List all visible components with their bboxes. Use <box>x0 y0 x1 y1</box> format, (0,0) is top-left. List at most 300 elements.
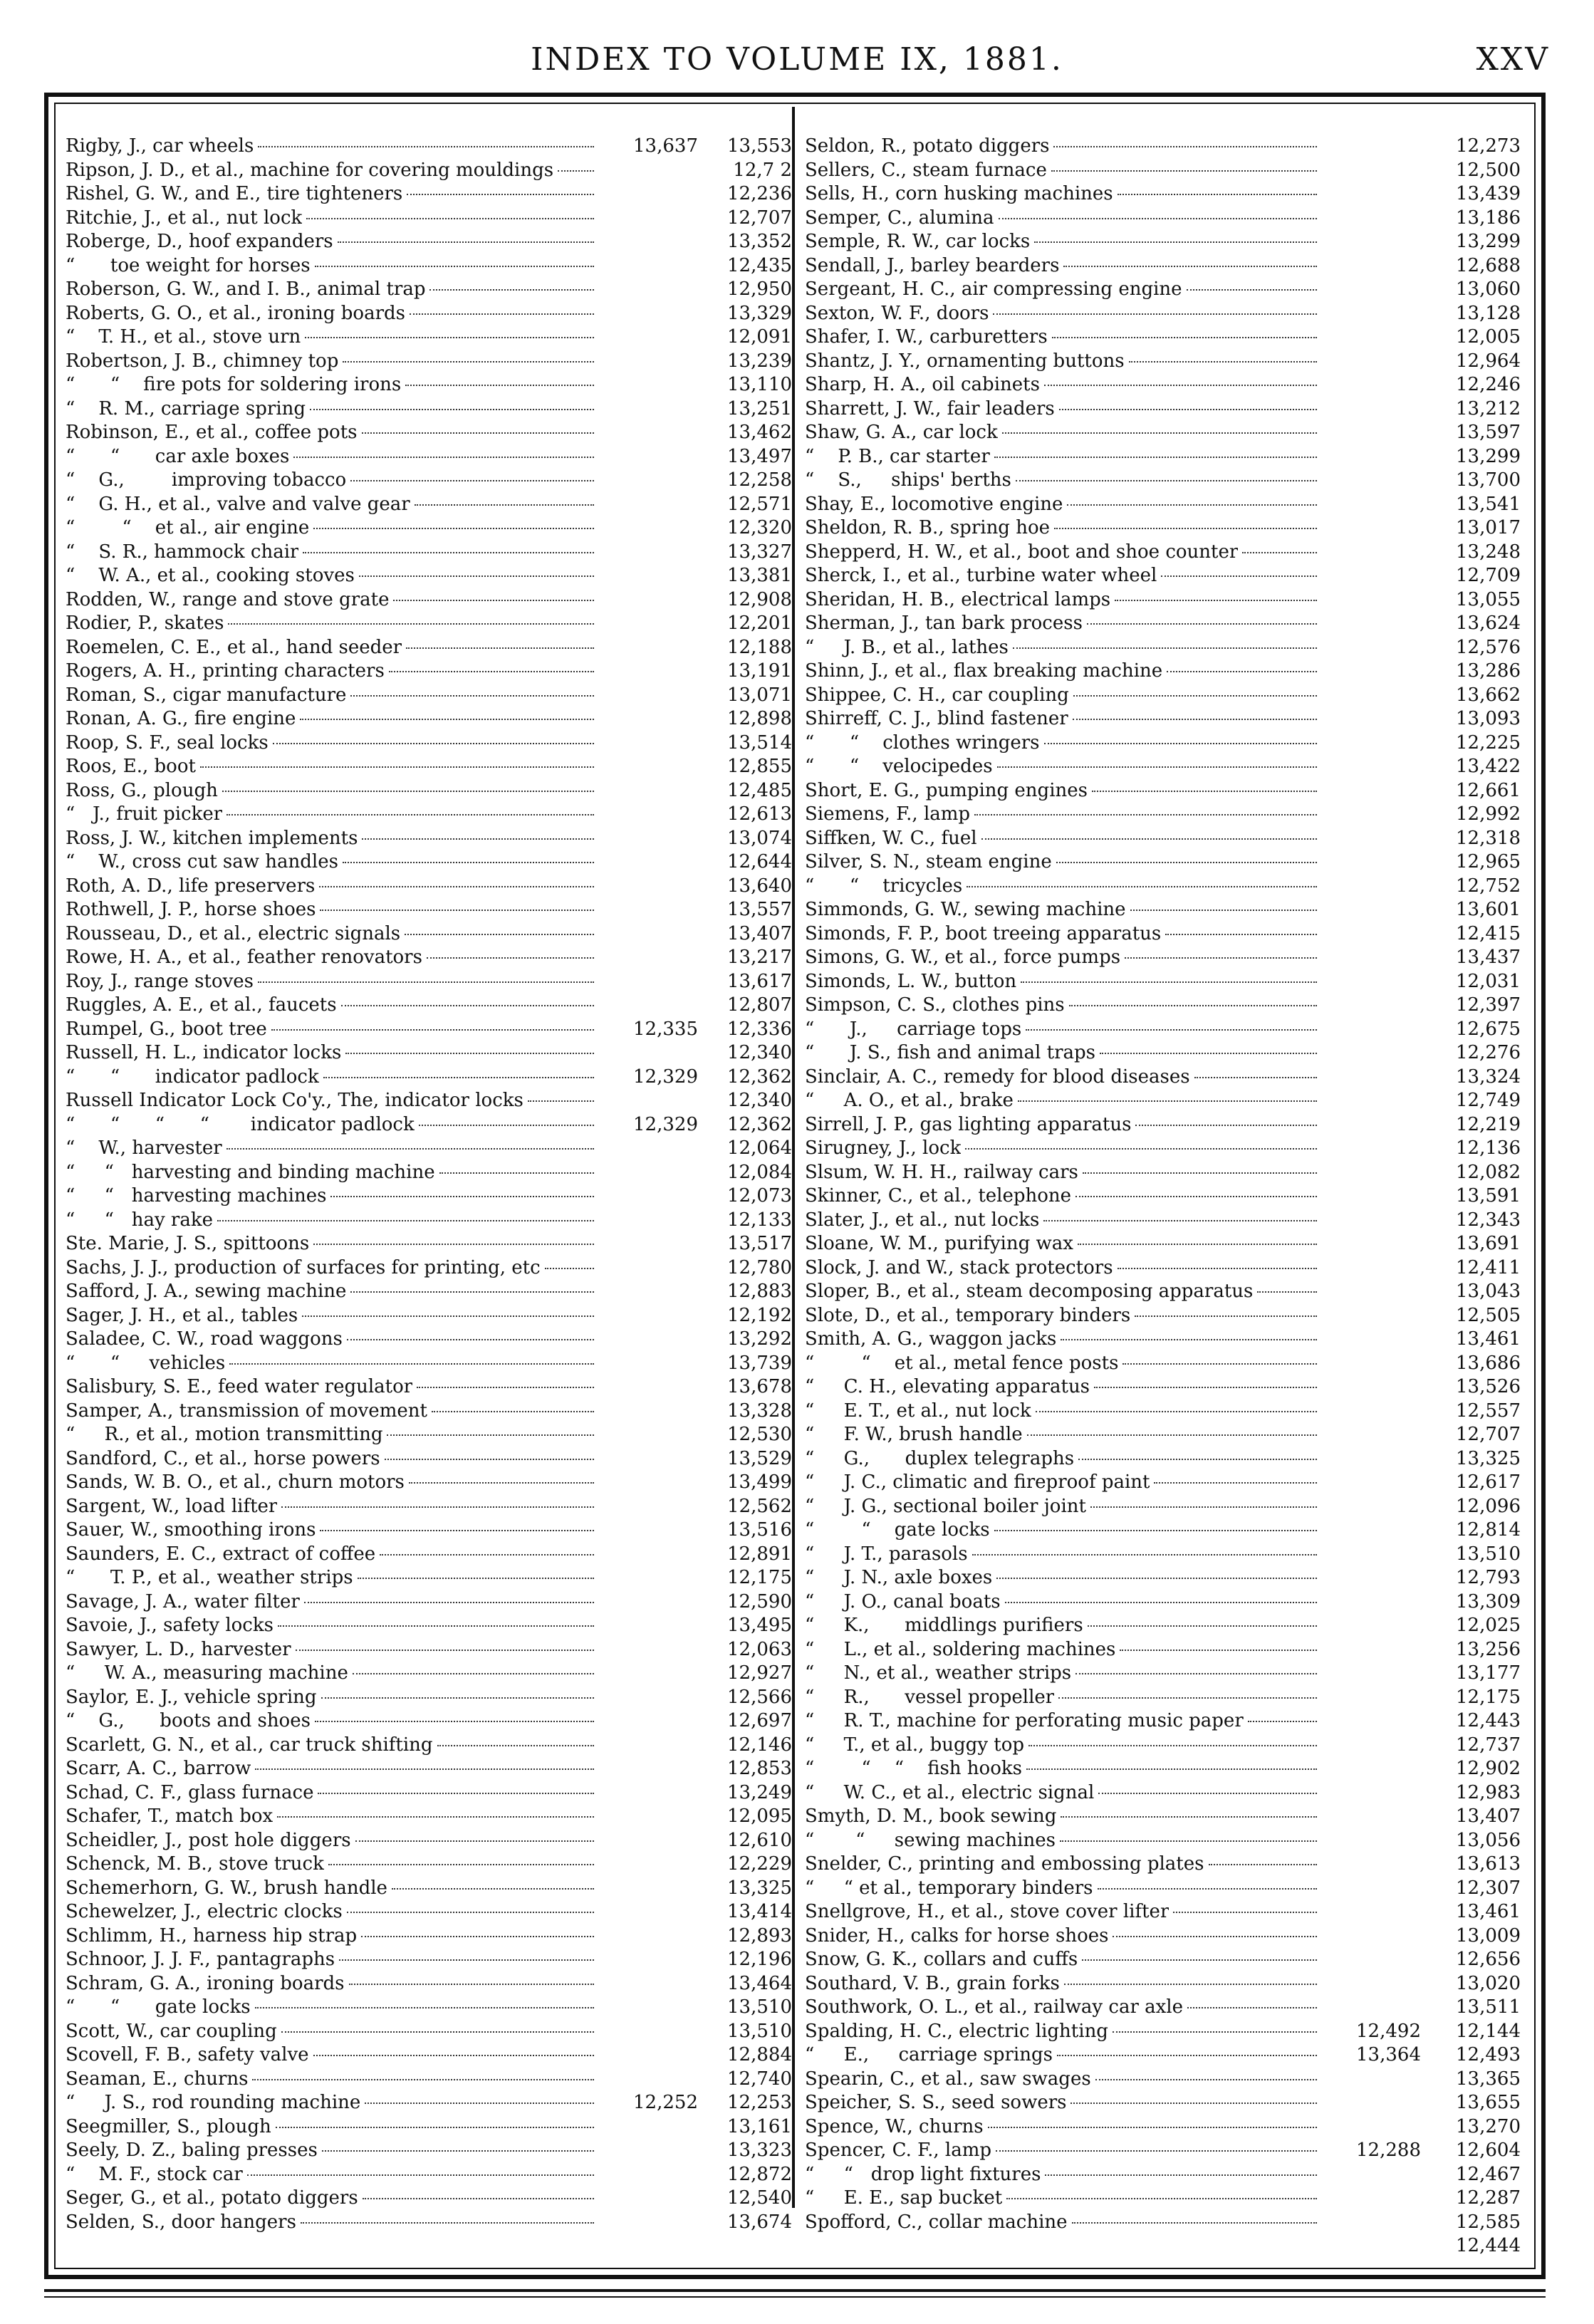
index-entry <box>66 1400 792 1424</box>
leader-dots <box>1118 194 1317 195</box>
entry-page-ref: 12,146 <box>727 1734 792 1756</box>
entry-page-ref: 13,461 <box>1456 1901 1521 1922</box>
leader-dots <box>1052 337 1317 338</box>
entry-page-ref: 12,411 <box>1456 1256 1521 1278</box>
leader-dots <box>255 1768 594 1770</box>
index-entry <box>805 2116 1521 2140</box>
index-entry <box>805 565 1521 589</box>
leader-dots <box>361 1936 594 1937</box>
leader-dots <box>258 146 594 147</box>
leader-dots <box>1118 1268 1317 1269</box>
leader-dots <box>313 1244 594 1245</box>
entry-page-ref: 12,175 <box>727 1567 792 1588</box>
entry-page-ref: 13,510 <box>1456 1543 1521 1565</box>
entry-text: Rogers, A. H., printing characters <box>66 660 385 682</box>
entry-page-ref: 13,655 <box>1456 2092 1521 2113</box>
leader-dots <box>1187 289 1317 291</box>
leader-dots <box>302 1315 594 1317</box>
leader-dots <box>258 981 594 983</box>
entry-text: “ F. W., brush handle <box>805 1424 1023 1445</box>
leader-dots <box>1078 1459 1317 1460</box>
index-entry <box>805 2140 1521 2164</box>
entry-page-ref: 12,807 <box>727 994 792 1016</box>
entry-text: Scheidler, J., post hole diggers <box>66 1829 351 1851</box>
leader-dots <box>1028 1745 1317 1746</box>
entry-page-ref: 12,613 <box>727 803 792 825</box>
leader-dots <box>1120 1650 1317 1651</box>
index-entry <box>66 1710 792 1734</box>
leader-dots <box>405 385 594 386</box>
leader-dots <box>1045 2174 1317 2176</box>
entry-page-ref: 12,793 <box>1456 1567 1521 1588</box>
entry-page-ref: 13,691 <box>1456 1233 1521 1254</box>
index-entry <box>805 1830 1521 1854</box>
entry-text: Sherck, I., et al., turbine water wheel <box>805 565 1157 586</box>
leader-dots <box>313 528 594 529</box>
entry-page-ref: 12,236 <box>727 183 792 204</box>
entry-text: Seegmiller, S., plough <box>66 2115 271 2137</box>
index-entry <box>805 1018 1521 1043</box>
leader-dots <box>1071 2102 1317 2104</box>
entry-text: “ “ sewing machines <box>805 1829 1056 1851</box>
entry-page-ref: 13,365 <box>1456 2068 1521 2090</box>
entry-text: Savoie, J., safety locks <box>66 1615 274 1636</box>
entry-page-ref: 13,526 <box>1456 1376 1521 1397</box>
entry-text: Schafer, T., match box <box>66 1805 274 1827</box>
leader-dots <box>1130 910 1317 911</box>
entry-text: “ S., ships' berths <box>805 469 1011 491</box>
index-entry <box>66 1114 792 1138</box>
entry-page-ref: 13,541 <box>1456 493 1521 515</box>
entry-text: “ “ indicator padlock <box>66 1065 319 1088</box>
entry-page-ref: 12,562 <box>727 1495 792 1517</box>
entry-page-ref: 12,740 <box>727 2068 792 2090</box>
index-entry <box>805 1805 1521 1830</box>
leader-dots <box>1078 1244 1317 1245</box>
leader-dots <box>362 432 595 434</box>
index-entry <box>66 517 792 541</box>
index-entry <box>66 1758 792 1782</box>
entry-text: Silver, S. N., steam engine <box>805 851 1052 872</box>
entry-text: “ “ fire pots for soldering irons <box>66 374 402 395</box>
index-entry <box>66 565 792 589</box>
index-entry <box>805 1662 1521 1687</box>
index-entry <box>805 780 1521 804</box>
leader-dots <box>972 1554 1317 1556</box>
index-entry <box>66 2211 792 2236</box>
index-entry <box>66 1281 792 1305</box>
entry-text: “ T. H., et al., stove urn <box>66 326 301 348</box>
index-entry <box>66 160 792 184</box>
entry-page-ref: 13,325 <box>1456 1447 1521 1469</box>
leader-dots <box>313 2055 594 2056</box>
entry-text: Spence, W., churns <box>805 2115 984 2137</box>
entry-text: “ J. T., parasols <box>805 1543 968 1565</box>
leader-dots <box>226 814 594 816</box>
index-entry <box>805 231 1521 255</box>
entry-text: Simonds, F. P., boot treeing apparatus <box>805 922 1162 944</box>
entry-text: Roman, S., cigar manufacture <box>66 684 347 706</box>
entry-page-ref: 13,056 <box>1456 1829 1521 1851</box>
entry-text: Rumpel, G., boot tree <box>66 1018 267 1040</box>
entry-page-ref: 12,340 <box>727 1042 792 1063</box>
index-entry <box>66 446 792 470</box>
entry-page-ref: 12,340 <box>727 1090 792 1111</box>
leader-dots <box>301 2222 594 2224</box>
entry-text: Siemens, F., lamp <box>805 803 971 825</box>
entry-text: “ “ car axle boxes <box>66 445 290 467</box>
index-entry <box>805 2044 1521 2068</box>
entry-page-ref: 12,415 <box>1456 922 1521 944</box>
entry-text: Semple, R. W., car locks <box>805 231 1031 252</box>
leader-dots <box>1057 2055 1317 2056</box>
entry-page-ref: 13,071 <box>727 684 792 706</box>
index-entry <box>66 2140 792 2164</box>
index-entry <box>66 2116 792 2140</box>
entry-page-ref: 12,201 <box>727 613 792 634</box>
leader-dots <box>315 1721 594 1722</box>
entry-page-ref: 13,678 <box>727 1376 792 1397</box>
page-number: XXV <box>1476 41 1550 78</box>
index-entry <box>66 2068 792 2093</box>
leader-dots <box>293 457 594 458</box>
entry-page-ref: 12,964 <box>1456 350 1521 372</box>
entry-page-ref: 12,983 <box>1456 1781 1521 1803</box>
entry-text: “ W. A., et al., cooking stoves <box>66 565 355 586</box>
leader-dots <box>545 1268 594 1269</box>
leader-dots <box>1061 1816 1317 1818</box>
index-entry <box>805 398 1521 422</box>
index-entry <box>66 780 792 804</box>
entry-page-ref: 13,739 <box>727 1352 792 1374</box>
entry-page-ref: 12,095 <box>727 1805 792 1827</box>
entry-page-ref: 12,566 <box>727 1686 792 1708</box>
index-entry <box>805 1901 1521 1925</box>
entry-text: Sloper, B., et al., steam decomposing apparatus <box>805 1281 1254 1302</box>
entry-text: Sachs, J. J., production of surfaces for printing, etc <box>66 1256 541 1278</box>
page-header <box>0 41 1594 84</box>
entry-page-ref-secondary: 12,492 <box>1356 2020 1421 2042</box>
index-entry <box>66 1830 792 1854</box>
leader-dots <box>406 647 594 649</box>
entry-text: Saladee, C. W., road waggons <box>66 1328 343 1350</box>
leader-dots <box>1073 695 1317 697</box>
index-entry <box>66 255 792 279</box>
entry-text: Simpson, C. S., clothes pins <box>805 994 1065 1016</box>
index-entry <box>66 660 792 684</box>
index-entry <box>805 1615 1521 1639</box>
entry-text: Seger, G., et al., potato diggers <box>66 2187 358 2209</box>
entry-page-ref-secondary: 12,288 <box>1356 2140 1421 2161</box>
index-entry <box>66 1567 792 1591</box>
leader-dots <box>419 1125 594 1126</box>
entry-page-ref: 12,965 <box>1456 851 1521 872</box>
entry-page-ref: 13,422 <box>1456 756 1521 777</box>
entry-text: Southard, V. B., grain forks <box>805 1972 1060 1994</box>
entry-page-ref: 13,510 <box>727 1996 792 2018</box>
entry-page-ref: 12,675 <box>1456 1018 1521 1040</box>
entry-text: Seldon, R., potato diggers <box>805 135 1050 157</box>
leader-dots <box>974 814 1317 816</box>
entry-text: “ P. B., car starter <box>805 445 990 467</box>
entry-page-ref: 12,780 <box>727 1256 792 1278</box>
index-entry <box>66 1591 792 1615</box>
index-entry <box>66 1353 792 1377</box>
entry-text: Selden, S., door hangers <box>66 2211 296 2233</box>
leader-dots <box>345 1053 594 1054</box>
entry-text: “ S. R., hammock chair <box>66 541 299 563</box>
leader-dots <box>1088 1625 1317 1627</box>
entry-text: Schad, C. F., glass furnace <box>66 1781 314 1803</box>
entry-page-ref: 13,591 <box>1456 1185 1521 1207</box>
leader-dots <box>988 2127 1317 2128</box>
leader-dots <box>1167 671 1317 672</box>
entry-page-ref: 12,192 <box>727 1304 792 1326</box>
leader-dots <box>1209 1864 1318 1865</box>
entry-page-ref: 13,020 <box>1456 1972 1521 1994</box>
entry-text: Spencer, C. F., lamp <box>805 2140 992 2161</box>
entry-page-ref: 13,217 <box>727 947 792 968</box>
leader-dots <box>410 313 594 315</box>
entry-text: Sharp, H. A., oil cabinets <box>805 374 1040 395</box>
entry-page-ref: 13,499 <box>727 1471 792 1493</box>
entry-text: “ E., carriage springs <box>805 2044 1053 2065</box>
entry-page-ref: 12,707 <box>727 207 792 229</box>
index-entry <box>66 1782 792 1806</box>
leader-dots <box>1059 409 1317 410</box>
index-entry <box>66 326 792 350</box>
entry-page-ref: 12,493 <box>1456 2044 1521 2065</box>
index-entry <box>805 326 1521 350</box>
entry-text: Schram, G. A., ironing boards <box>66 1972 345 1994</box>
index-entry <box>805 875 1521 900</box>
entry-page-ref: 12,617 <box>1456 1471 1521 1493</box>
entry-text: Sargent, W., load lifter <box>66 1495 278 1517</box>
index-entry <box>805 1782 1521 1806</box>
index-entry <box>805 374 1521 398</box>
entry-text: Sawyer, L. D., harvester <box>66 1638 291 1660</box>
entry-page-ref: 12,320 <box>727 517 792 538</box>
entry-text: Sherman, J., tan bark process <box>805 613 1083 634</box>
entry-page-ref: 13,514 <box>727 731 792 754</box>
entry-page-ref: 12,656 <box>1456 1949 1521 1970</box>
entry-text: “ G. H., et al., valve and valve gear <box>66 493 410 515</box>
entry-page-ref: 13,251 <box>727 397 792 420</box>
entry-page-ref: 12,571 <box>727 493 792 515</box>
entry-text: Smyth, D. M., book sewing <box>805 1805 1057 1827</box>
index-entry <box>66 1257 792 1281</box>
entry-text: Sells, H., corn husking machines <box>805 183 1113 204</box>
entry-text: Schenck, M. B., stove truck <box>66 1853 324 1875</box>
index-entry <box>66 469 792 494</box>
entry-text: Slater, J., et al., nut locks <box>805 1209 1040 1231</box>
index-entry <box>66 923 792 947</box>
leader-dots <box>1173 1912 1317 1913</box>
index-entry <box>805 1567 1521 1591</box>
entry-text: “ R. M., carriage spring <box>66 397 306 420</box>
entry-page-ref: 13,256 <box>1456 1638 1521 1660</box>
leader-dots <box>303 552 594 553</box>
entry-text: Roth, A. D., life preservers <box>66 875 316 897</box>
entry-page-ref: 13,161 <box>727 2115 792 2137</box>
index-entry <box>66 422 792 446</box>
entry-page-ref: 12,082 <box>1456 1161 1521 1183</box>
index-entry <box>805 2235 1521 2259</box>
leader-dots <box>320 910 594 911</box>
entry-text: Spofford, C., collar machine <box>805 2211 1068 2233</box>
leader-dots <box>1054 528 1317 529</box>
entry-page-ref: 12,644 <box>727 851 792 872</box>
leader-dots <box>432 1411 594 1412</box>
entry-text: Sheldon, R. B., spring hoe <box>805 517 1051 538</box>
entry-page-ref: 13,325 <box>727 1877 792 1899</box>
index-entry <box>805 422 1521 446</box>
entry-page-ref: 12,084 <box>727 1161 792 1183</box>
entry-page-ref: 12,590 <box>727 1590 792 1612</box>
entry-page-ref: 13,553 <box>727 135 792 157</box>
leader-dots <box>247 2174 594 2176</box>
leader-dots <box>315 266 594 267</box>
entry-text: “ G., duplex telegraphs <box>805 1447 1075 1469</box>
entry-page-ref: 12,927 <box>727 1662 792 1684</box>
index-entry <box>66 1018 792 1043</box>
leader-dots <box>228 623 594 625</box>
entry-text: Safford, J. A., sewing machine <box>66 1281 347 1302</box>
bottom-rule-thin <box>44 2296 1546 2298</box>
entry-page-ref: 12,749 <box>1456 1090 1521 1111</box>
entry-page-ref: 13,323 <box>727 2140 792 2161</box>
index-entry <box>805 494 1521 518</box>
leader-dots <box>323 1077 594 1078</box>
entry-text: Sloane, W. M., purifying wax <box>805 1233 1073 1254</box>
index-entry <box>66 1305 792 1329</box>
leader-dots <box>321 1697 594 1699</box>
entry-text: “ R., vessel propeller <box>805 1686 1055 1708</box>
entry-text: Rowe, H. A., et al., feather renovators <box>66 947 422 968</box>
entry-page-ref: 12,585 <box>1456 2211 1521 2233</box>
leader-dots <box>993 313 1317 315</box>
index-entry <box>66 899 792 923</box>
entry-text: Ste. Marie, J. S., spittoons <box>66 1233 310 1254</box>
entry-page-ref: 12,397 <box>1456 994 1521 1016</box>
index-entry <box>805 541 1521 566</box>
index-entry <box>805 1877 1521 1902</box>
entry-page-ref: 12,091 <box>727 326 792 348</box>
entry-text: Simonds, L. W., button <box>805 970 1017 992</box>
index-entry <box>805 732 1521 756</box>
entry-text: Seaman, E., churns <box>66 2068 249 2090</box>
index-entry <box>66 851 792 875</box>
leader-dots <box>1115 600 1317 601</box>
entry-text: “ J. S., fish and animal traps <box>805 1042 1096 1063</box>
entry-text: Ruggles, A. E., et al., faucets <box>66 994 337 1016</box>
entry-text: Rigby, J., car wheels <box>66 135 254 157</box>
index-entry <box>66 1185 792 1209</box>
entry-text: Savage, J. A., water filter <box>66 1590 300 1612</box>
entry-page-ref-secondary: 12,329 <box>633 1113 698 1135</box>
entry-page-ref: 12,902 <box>1456 1758 1521 1779</box>
leader-dots <box>347 1912 594 1913</box>
entry-text: Snellgrove, H., et al., stove cover lifter <box>805 1901 1170 1922</box>
entry-page-ref: 12,031 <box>1456 970 1521 992</box>
entry-page-ref: 13,352 <box>727 231 792 252</box>
leader-dots <box>558 170 594 172</box>
entry-text: Ritchie, J., et al., nut lock <box>66 207 303 229</box>
index-entry <box>66 183 792 207</box>
entry-text: Southwork, O. L., et al., railway car axle <box>805 1996 1184 2018</box>
entry-page-ref: 13,017 <box>1456 517 1521 538</box>
leader-dots <box>305 337 594 338</box>
leader-dots <box>343 862 594 863</box>
leader-dots <box>1034 241 1317 243</box>
index-entry <box>805 828 1521 852</box>
index-entry <box>805 1471 1521 1496</box>
leader-dots <box>310 409 594 410</box>
leader-dots <box>1056 862 1317 863</box>
entry-page-ref: 13,212 <box>1456 397 1521 420</box>
index-entry <box>66 1376 792 1400</box>
entry-page-ref: 13,613 <box>1456 1853 1521 1875</box>
entry-page-ref: 13,299 <box>1456 445 1521 467</box>
entry-page-ref: 13,464 <box>727 1972 792 1994</box>
entry-text: Shaw, G. A., car lock <box>805 422 998 443</box>
entry-text: Sexton, W. F., doors <box>805 302 989 324</box>
index-entry <box>66 1805 792 1830</box>
index-entry <box>66 207 792 231</box>
entry-text: Schlimm, H., harness hip strap <box>66 1924 358 1947</box>
entry-text: Shantz, J. Y., ornamenting buttons <box>805 350 1125 372</box>
entry-page-ref: 12,073 <box>727 1185 792 1207</box>
leader-dots <box>1075 1673 1317 1674</box>
index-entry <box>805 1853 1521 1877</box>
entry-page-ref: 13,516 <box>727 1519 792 1541</box>
leader-dots <box>997 766 1317 768</box>
index-entry <box>805 589 1521 613</box>
entry-page-ref: 13,329 <box>727 302 792 324</box>
entry-text: Slock, J. and W., stack protectors <box>805 1256 1113 1278</box>
entry-page-ref: 12,258 <box>727 469 792 491</box>
entry-page-ref: 12,485 <box>727 779 792 801</box>
index-entry <box>805 803 1521 828</box>
entry-text: Semper, C., alumina <box>805 207 994 229</box>
entry-text: “ toe weight for horses <box>66 254 311 276</box>
entry-text: “ J., fruit picker <box>66 803 223 825</box>
entry-page-ref: 13,662 <box>1456 684 1521 706</box>
entry-text: “ “ et al., air engine <box>66 517 310 538</box>
entry-text: Samper, A., transmission of movement <box>66 1400 427 1422</box>
leader-dots <box>296 1650 594 1651</box>
leader-dots <box>389 671 594 672</box>
leader-dots <box>363 2198 594 2199</box>
leader-dots <box>271 1029 594 1031</box>
leader-dots <box>358 1578 594 1579</box>
entry-page-ref: 12,883 <box>727 1281 792 1302</box>
leader-dots <box>319 886 594 887</box>
leader-dots <box>1094 1387 1317 1388</box>
leader-dots <box>1064 1984 1317 1985</box>
entry-page-ref: 12,276 <box>1456 1042 1521 1063</box>
leader-dots <box>1058 1697 1317 1699</box>
entry-page-ref: 12,697 <box>727 1710 792 1731</box>
entry-page-ref: 12,133 <box>727 1209 792 1231</box>
index-entry <box>66 803 792 828</box>
leader-dots <box>427 957 594 959</box>
bottom-rule <box>44 2289 1546 2292</box>
leader-dots <box>1161 575 1317 577</box>
leader-dots <box>1026 1029 1317 1031</box>
entry-text: “ “ velocipedes <box>805 756 993 777</box>
leader-dots <box>1098 1793 1317 1794</box>
